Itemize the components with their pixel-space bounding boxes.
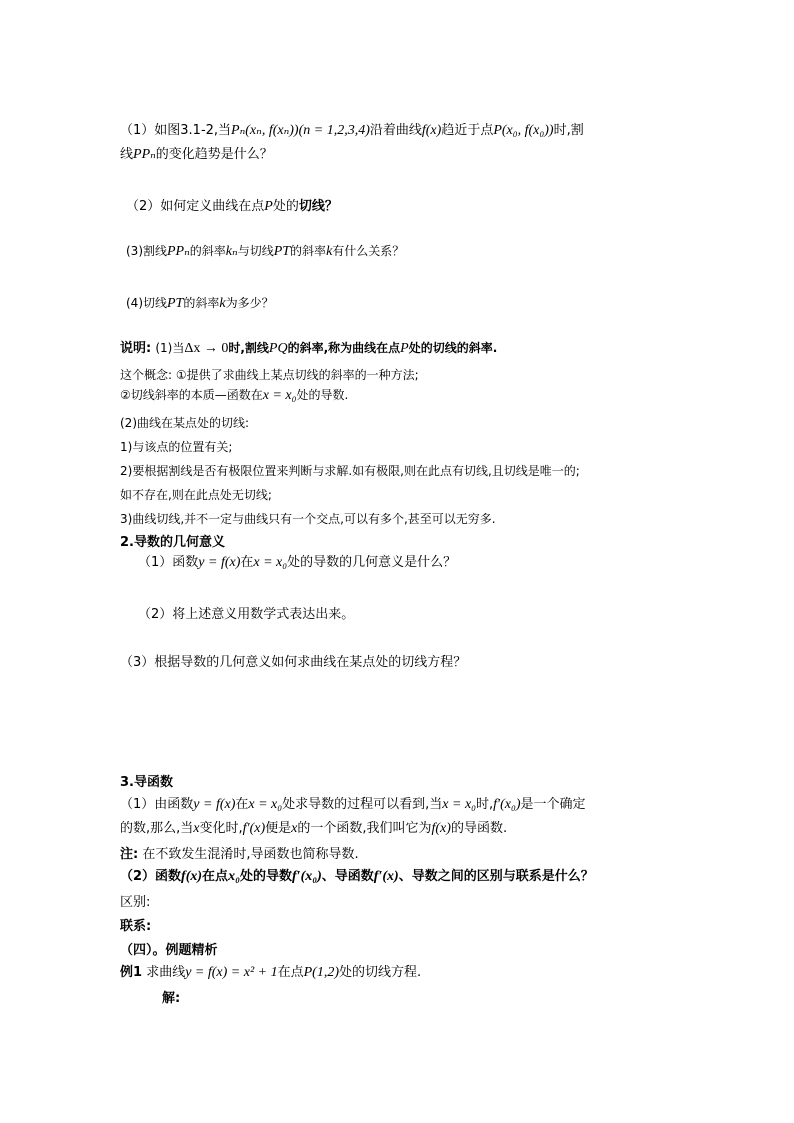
formula: PT bbox=[273, 244, 291, 259]
text: 变化时, bbox=[199, 821, 243, 836]
difference-label: 区别: bbox=[120, 895, 151, 910]
text: 为多少？ bbox=[225, 296, 274, 310]
formula: kₙ bbox=[225, 244, 238, 259]
text: 的一个函数,我们叫它为 bbox=[297, 821, 432, 836]
question-1-line-2 bbox=[120, 146, 273, 164]
formula: x = x₀ bbox=[248, 797, 283, 812]
text: 便是 bbox=[265, 821, 292, 836]
section-3-para-1-line-2 bbox=[120, 820, 507, 838]
section-2-question-3: （3）根据导数的几何意义如何求曲线在某点处的切线方程？ bbox=[120, 655, 467, 670]
text: 在不致发生混淆时,导函数也简称导数. bbox=[142, 847, 359, 862]
formula: f′(x) bbox=[373, 869, 399, 884]
formula: x = x₀ bbox=[253, 555, 288, 570]
formula: f′(x₀) bbox=[291, 869, 322, 884]
text: 处的切线的斜率. bbox=[408, 341, 498, 355]
text: （2）函数 bbox=[120, 869, 182, 884]
question-4 bbox=[126, 294, 274, 313]
formula: y = f(x) = x² + 1 bbox=[185, 965, 278, 980]
text: 的斜率 bbox=[290, 244, 327, 258]
text: 的斜率 bbox=[183, 296, 220, 310]
connection-label: 联系: bbox=[120, 919, 152, 934]
note-2-title: (2)曲线在某点处的切线: bbox=[120, 416, 250, 430]
text: 沿着曲线 bbox=[369, 123, 422, 138]
text: 处的切线方程. bbox=[339, 965, 422, 980]
formula: PPₙ bbox=[133, 147, 156, 162]
example-1 bbox=[120, 964, 421, 982]
text: 处求导数的过程可以看到,当 bbox=[282, 797, 443, 812]
formula: P bbox=[264, 199, 273, 214]
formula: f′(x₀) bbox=[493, 797, 521, 812]
section-4-title: （四）。例题精析 bbox=[120, 943, 218, 958]
text: （1）如图3.1-2,当 bbox=[120, 123, 232, 138]
formula: PPₙ bbox=[167, 244, 190, 259]
formula: f′(x) bbox=[242, 821, 266, 836]
formula: P bbox=[400, 341, 409, 356]
text: 与切线 bbox=[237, 244, 274, 258]
text: 趋近于点 bbox=[441, 123, 494, 138]
example-label: 例1 bbox=[120, 965, 143, 980]
concept-line-2 bbox=[120, 386, 348, 405]
text: （1）由函数 bbox=[120, 797, 194, 812]
text: 的斜率 bbox=[189, 244, 226, 258]
text: 处的导数. bbox=[296, 388, 349, 402]
solution-label: 解: bbox=[162, 991, 181, 1006]
text: ②切线斜率的本质—函数在 bbox=[120, 388, 263, 402]
text: 是一个确定 bbox=[520, 797, 586, 812]
formula: x = x₀ bbox=[262, 388, 297, 403]
text: 时, bbox=[476, 797, 494, 812]
text: 的斜率,称为曲线在点 bbox=[287, 341, 401, 355]
formula: P(1,2) bbox=[303, 965, 340, 980]
formula: PQ bbox=[268, 341, 288, 356]
text: 线 bbox=[120, 147, 134, 162]
formula: f(x) bbox=[421, 123, 442, 138]
section-3-question-2 bbox=[120, 868, 594, 886]
formula: x bbox=[291, 821, 298, 836]
text: （1）函数 bbox=[138, 555, 199, 570]
section-3-para-1-line-1 bbox=[120, 796, 586, 814]
formula: k bbox=[219, 296, 226, 311]
section-3-title: 3.导函数 bbox=[120, 775, 173, 790]
text: (3)割线 bbox=[126, 244, 167, 258]
text: 在点 bbox=[202, 869, 229, 884]
concept-line-1: 这个概念: ①提供了求曲线上某点切线的斜率的一种方法; bbox=[120, 368, 419, 382]
text: 在 bbox=[235, 797, 249, 812]
formula: y = f(x) bbox=[193, 797, 236, 812]
text: 、导数之间的区别与联系是什么？ bbox=[398, 869, 594, 884]
text: 的导函数. bbox=[450, 821, 508, 836]
text: 在点 bbox=[277, 965, 304, 980]
text: 处的导数的几何意义是什么？ bbox=[287, 555, 457, 570]
text: 时,割线 bbox=[228, 341, 269, 355]
formula: f(x) bbox=[181, 869, 203, 884]
text: (1)当 bbox=[155, 341, 185, 355]
note-2-item-1: 1)与该点的位置有关; bbox=[120, 440, 233, 454]
formula: Δx → 0 bbox=[184, 341, 229, 356]
text: 时,割 bbox=[553, 123, 584, 138]
formula: P(x₀, f(x₀)) bbox=[493, 123, 554, 138]
text: 、导函数 bbox=[321, 869, 374, 884]
formula: x bbox=[193, 821, 200, 836]
note-1 bbox=[120, 339, 497, 358]
section-2-question-1 bbox=[138, 554, 456, 572]
formula: x = x₀ bbox=[442, 797, 477, 812]
text: 求曲线 bbox=[146, 965, 186, 980]
question-3 bbox=[126, 242, 404, 261]
note-label: 说明: bbox=[120, 341, 152, 356]
formula: y = f(x) bbox=[198, 555, 241, 570]
text: 的变化趋势是什么？ bbox=[155, 147, 273, 162]
text: 切线？ bbox=[298, 199, 338, 214]
text: （2）如何定义曲线在点 bbox=[126, 199, 265, 214]
formula: PT bbox=[167, 296, 184, 311]
text: 处的 bbox=[272, 199, 299, 214]
section-2-question-2: （2）将上述意义用数学式表达出来。 bbox=[138, 607, 355, 622]
formula: x₀ bbox=[228, 869, 240, 884]
note-2-item-3: 3)曲线切线,并不一定与曲线只有一个交点,可以有多个,甚至可以无穷多. bbox=[120, 512, 496, 526]
note-2-item-2: 2)要根据割线是否有极限位置来判断与求解.如有极限,则在此点有切线,且切线是唯一的; bbox=[120, 464, 580, 478]
formula: k bbox=[326, 244, 333, 259]
text: (4)切线 bbox=[126, 296, 167, 310]
question-2 bbox=[126, 198, 338, 216]
section-2-title: 2.导数的几何意义 bbox=[120, 535, 225, 550]
text: 有什么关系？ bbox=[332, 244, 405, 258]
note-2-item-2b: 如不存在,则在此点处无切线; bbox=[120, 488, 272, 502]
question-1-line-1 bbox=[120, 122, 584, 140]
note-label: 注: bbox=[120, 847, 139, 862]
text: 的数,那么,当 bbox=[120, 821, 194, 836]
formula: Pₙ(xₙ, f(xₙ))(n = 1,2,3,4) bbox=[231, 123, 370, 138]
text: 在 bbox=[240, 555, 254, 570]
formula: f(x) bbox=[431, 821, 451, 836]
section-3-note bbox=[120, 846, 359, 864]
text: 处的导数 bbox=[239, 869, 292, 884]
